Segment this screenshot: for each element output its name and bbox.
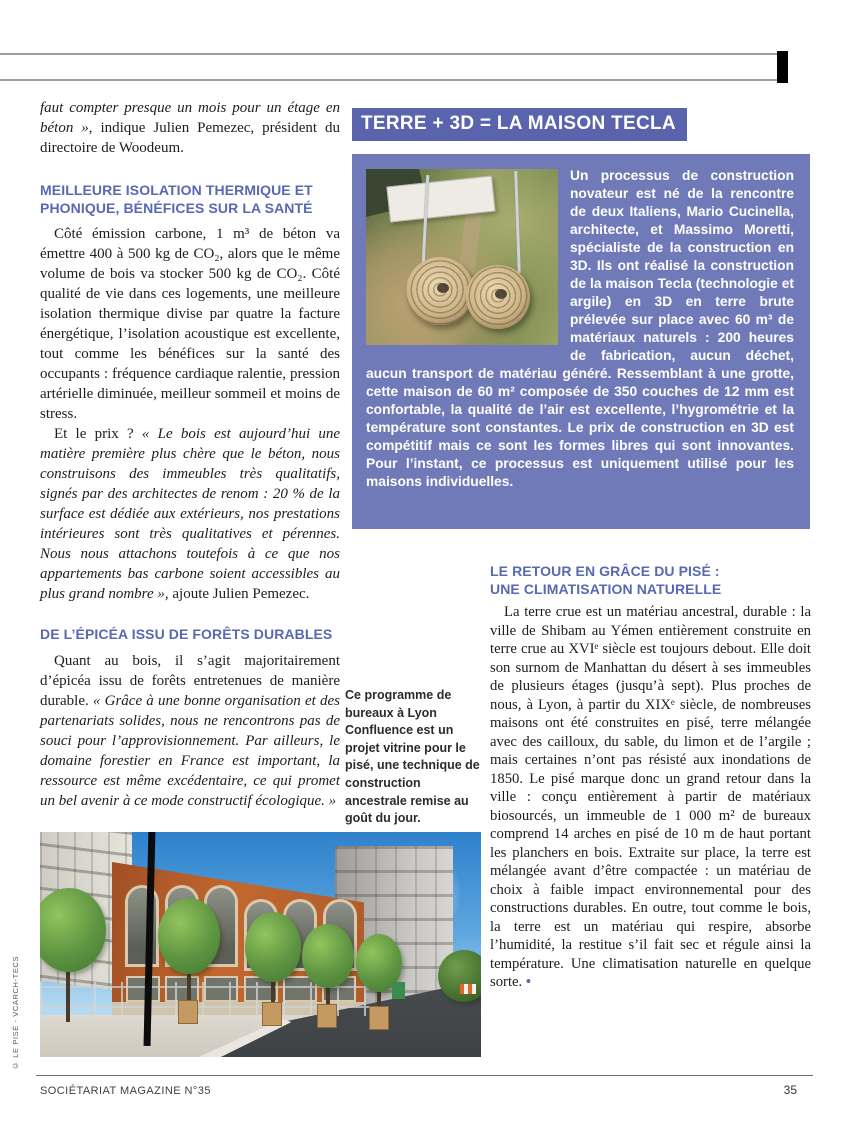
tree-guard <box>369 1006 389 1030</box>
pise-body-text: La terre crue est un matériau ancestral, durable : la ville de Shibam au Yémen entièrement construite en terre crue au XVIᵉ siècle est toujours debout. Elle doit son surnom de Manhattan du désert à ses immeubles de plusieurs étages (jusqu’à sept). Plus proches de nous, à Lyon, à partir du XIXᵉ siècle, de nombreuses maisons ont été construites en pisé, terre mélangée avec des cailloux, du sable, du limon et de l’argile ; mais certaines n’ont pas résisté aux inondations de 1850. Le pisé marque donc un grand retour dans la ville : conçu entièrement à partir de matériaux biosourcés, un immeuble de 1 000 m² de bureaux comprend 14 arches en pisé de 10 m de haut portant les planchers en bois. Extraite sur place, la terre est mélangée avant d’être compactée : un matériau de choix à faible impact environnemental pour des constructions durables. En outre, tout comme le bois, la terre est un matériau qui respire, absorbe l’humidité, la restitue s’il fait sec et régule ainsi la température. Une climatisation naturelle en quelque sorte. <box>490 604 811 990</box>
tecla-aerial-photo <box>366 169 558 345</box>
heading-pise <box>490 563 811 598</box>
printed-dome-left <box>406 257 474 325</box>
epicea-quote-italic: « Grâce à une bonne organisation et des partenariats solides, nous ne rencontrons pas de souci pour l’approvisionnement. Par ailleurs, le domaine forestier en France est important, la ressource est même excédentaire, ce qui promet un bel avenir à ce mode constructif écologique. » <box>40 692 340 809</box>
prix-lead: Et le prix ? <box>54 426 142 442</box>
tree-canopy <box>302 924 354 988</box>
heading-pise-line2: UNE CLIMATISATION NATURELLE <box>490 580 722 597</box>
intro-paragraph <box>40 98 340 158</box>
tecla-title-banner: TERRE + 3D = LA MAISON TECLA <box>352 108 687 141</box>
tree-guard <box>178 1000 198 1024</box>
end-bullet: • <box>525 974 532 990</box>
tree-canopy <box>245 912 301 982</box>
footer-magazine-title: SOCIÉTARIAT MAGAZINE N°35 <box>40 1085 211 1097</box>
section-tab-marker <box>777 51 788 83</box>
footer-page-number: 35 <box>783 1083 797 1097</box>
paragraph-prix <box>40 424 340 604</box>
prix-attribution: , ajoute Julien Pemezec. <box>164 586 310 602</box>
street-photo <box>40 832 481 1057</box>
dome-opening <box>437 283 449 293</box>
photo-credit: © LE PISÉ - VCARCH-TECS <box>11 955 20 1070</box>
heading-epicea: DE L’ÉPICÉA ISSU DE FORÊTS DURABLES <box>40 626 333 642</box>
heading-pise-line1: LE RETOUR EN GRÂCE DU PISÉ : <box>490 563 720 579</box>
utility-box <box>392 982 405 999</box>
paragraph-carbone <box>40 224 340 424</box>
tree-guard <box>262 1002 282 1026</box>
paragraph-pise <box>490 603 811 992</box>
crane-mast-right <box>514 171 521 273</box>
intro-attribution: , indique Julien Pemezec, président du directoire de Woodeum. <box>40 120 341 156</box>
tree-canopy <box>438 950 481 1002</box>
prix-quote-italic: « Le bois est aujourd’hui une matière première plus chère que le béton, nous construisons des immeubles très qualitatifs, signés par des architectes de renom : 20 % de la surface est dédiée aux extérieurs, nos prestations intérieures sont très qualitatives et pérennes. Nous nous attachons toutefois à ce que nos appartements bas carbone soient accessibles au plus grand nombre » <box>40 426 340 602</box>
tree-trunk <box>66 966 70 1022</box>
footer-rule <box>36 1075 813 1076</box>
paragraph-epicea-runs <box>40 651 340 811</box>
tecla-panel <box>352 154 810 529</box>
tree-guard <box>317 1004 337 1028</box>
masthead-band <box>0 53 779 81</box>
tecla-body-text: Un processus de construction novateur est né de la rencontre de deux Italiens, Mario Cucinella, architecte, et Massimo Moretti, spécialiste de la construction en 3D. Ils ont réalisé la construction de la maison Tecla (technologie et argile) en 3D en terre brute prélevée sur place avec 60 m³ de matériaux naturels : 200 heures de fabrication, aucun déchet, aucun transport de matériau généré. Ressemblant à une grotte, cette maison de 60 m² composée de 350 couches de 12 mm est confortable, la qualité de l’air est excellente, l’hygrométrie et la température sont constantes. Le prix de construction en 3D est compétitif mais ce sont les formes libres qui sont innovantes. Pour l’instant, ce processus est uniquement utilisé pour les maisons individuelles. <box>366 168 794 489</box>
tree-canopy <box>158 898 220 974</box>
paragraph-prix-runs <box>40 424 340 604</box>
intro-quote-italic: faut compter presque un mois pour un étage en béton » <box>40 100 340 136</box>
printed-dome-right <box>466 265 530 329</box>
epicea-lead: Quant au bois, il s’agit majoritairement d’épicéa issu de forêts entretenues de manière durable. <box>40 652 340 709</box>
tecla-section <box>352 108 810 529</box>
dome-opening <box>495 289 507 299</box>
photo-caption: Ce programme de bureaux à Lyon Confluence est un projet vitrine pour le pisé, une technique de construction ancestrale remise au goût du jour. <box>345 688 480 826</box>
heading-isolation: MEILLEURE ISOLATION THERMIQUE ET PHONIQUE, BÉNÉFICES SUR LA SANTÉ <box>40 182 313 216</box>
pise-text-column <box>490 563 811 992</box>
paragraph-epicea <box>40 651 340 811</box>
left-text-column <box>40 98 340 811</box>
orange-barrier <box>460 984 476 994</box>
footer <box>40 1083 797 1097</box>
paragraph-carbone-text: Côté émission carbone, 1 m³ de béton va émettre 400 à 500 kg de CO₂, alors que le même volume de bois va stocker 500 kg de CO₂. Côté qualité de vie dans ces logements, une meilleure isolation thermique divise par quatre la facture énergétique, l’isolation acoustique est excellente, tout comme les bénéfices sur la santé des occupants : fréquence cardiaque ralentie, pression artérielle diminuée, meilleur sommeil et moins de stress. <box>40 226 340 422</box>
paragraph-pise-runs <box>490 603 811 992</box>
